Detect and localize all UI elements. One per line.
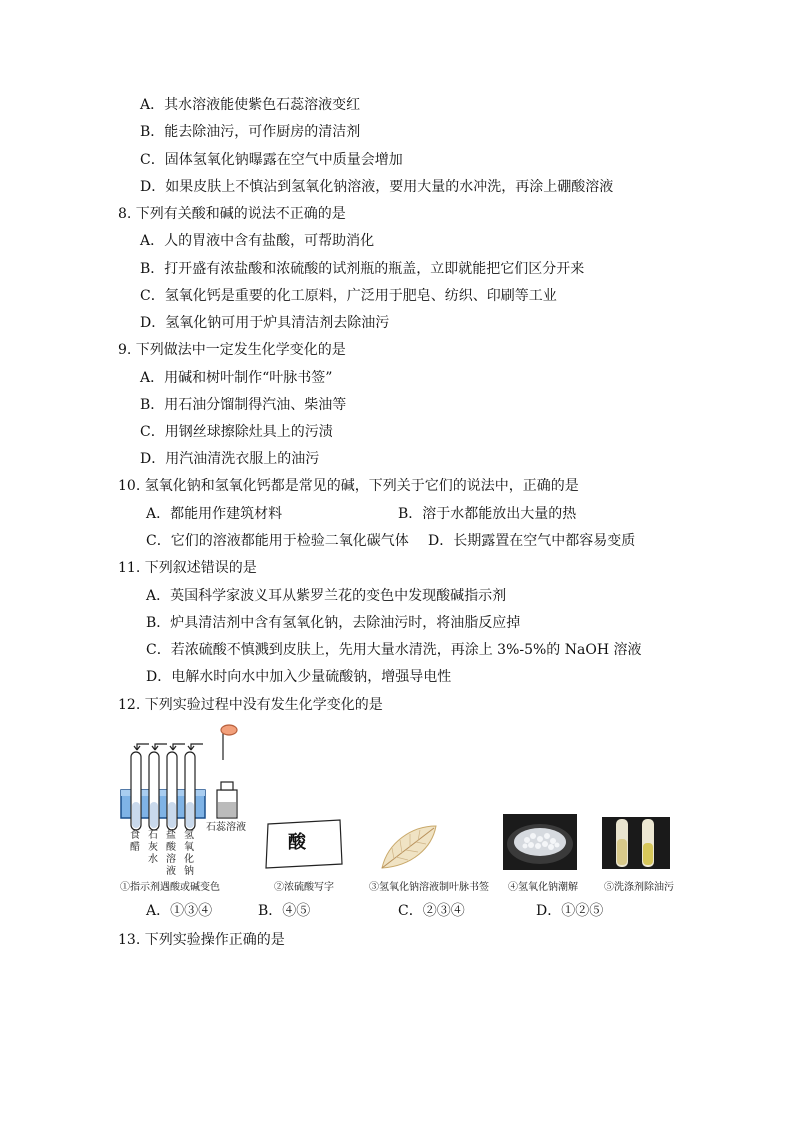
q9-option-d: D．用汽油清洗衣服上的油污 <box>140 451 320 467</box>
tube-label-hcl: 盐酸溶液 <box>166 830 176 877</box>
q7-option-b: B．能去除油污，可作厨房的清洁剂 <box>140 124 361 140</box>
q7-option-c: C．固体氢氧化钠曝露在空气中质量会增加 <box>140 152 403 168</box>
caption-2: ②浓硫酸写字 <box>274 882 334 893</box>
q11-option-d: D．电解水时向水中加入少量硫酸钠，增强导电性 <box>146 669 452 685</box>
caption-1: ①指示剂遇酸或碱变色 <box>120 882 220 893</box>
q8-option-a: A．人的胃液中含有盐酸，可帮助消化 <box>140 233 375 249</box>
q10-option-c: C．它们的溶液都能用于检验二氧化碳气体 <box>146 533 409 549</box>
detergent-tubes-photo <box>602 817 670 869</box>
caption-3: ③氢氧化钠溶液制叶脉书签 <box>369 882 489 893</box>
q12-stem: 12. 下列实验过程中没有发生化学变化的是 <box>118 697 383 713</box>
naoh-pellets-photo <box>503 814 577 870</box>
test-tubes-illustration <box>115 722 260 837</box>
q7-option-d: D．如果皮肤上不慎沾到氢氧化钠溶液，要用大量的水冲洗，再涂上硼酸溶液 <box>140 179 614 195</box>
q10-option-b: B．溶于水都能放出大量的热 <box>398 506 577 522</box>
tube-label-limewater: 石灰水 <box>148 830 158 865</box>
leaf-illustration <box>378 822 440 872</box>
q7-option-a: A．其水溶液能使紫色石蕊溶液变红 <box>140 97 361 113</box>
caption-4: ④氢氧化钠潮解 <box>508 882 578 893</box>
tube-label-vinegar: 食醋 <box>130 830 140 853</box>
q11-option-a: A．英国科学家波义耳从紫罗兰花的变色中发现酸碱指示剂 <box>146 588 507 604</box>
caption-5: ⑤洗涤剂除油污 <box>604 882 674 893</box>
q12-option-c: C．②③④ <box>398 903 465 919</box>
q12-option-a: A．①③④ <box>146 903 213 919</box>
q10-option-a: A．都能用作建筑材料 <box>146 506 283 522</box>
q8-stem: 8. 下列有关酸和碱的说法不正确的是 <box>118 206 346 222</box>
q8-option-c: C．氢氧化钙是重要的化工原料，广泛用于肥皂、纺织、印刷等工业 <box>140 288 557 304</box>
q8-option-b: B．打开盛有浓盐酸和浓硫酸的试剂瓶的瓶盖，立即就能把它们区分开来 <box>140 261 585 277</box>
tube-label-naoh: 氢氧化钠 <box>184 830 194 877</box>
q9-option-c: C．用钢丝球擦除灶具上的污渍 <box>140 424 333 440</box>
q12-option-d: D．①②⑤ <box>536 903 604 919</box>
q10-option-d: D．长期露置在空气中都容易变质 <box>428 533 636 549</box>
q11-option-b: B．炉具清洁剂中含有氢氧化钠，去除油污时，将油脂反应掉 <box>146 615 521 631</box>
q13-stem: 13. 下列实验操作正确的是 <box>118 932 285 948</box>
litmus-label: 石蕊溶液 <box>206 822 246 833</box>
q9-option-b: B．用石油分馏制得汽油、柴油等 <box>140 397 347 413</box>
paper-character: 酸 <box>288 832 306 853</box>
q11-stem: 11. 下列叙述错误的是 <box>118 560 257 576</box>
q11-option-c: C．若浓硫酸不慎溅到皮肤上，先用大量水清洗，再涂上 3%-5%的 NaOH 溶液 <box>146 642 642 658</box>
q9-option-a: A．用碱和树叶制作“叶脉书签” <box>140 370 333 386</box>
q12-option-b: B．④⑤ <box>258 903 311 919</box>
q8-option-d: D．氢氧化钠可用于炉具清洁剂去除油污 <box>140 315 390 331</box>
q10-stem: 10. 氢氧化钠和氢氧化钙都是常见的碱，下列关于它们的说法中，正确的是 <box>118 478 579 494</box>
q9-stem: 9. 下列做法中一定发生化学变化的是 <box>118 342 346 358</box>
